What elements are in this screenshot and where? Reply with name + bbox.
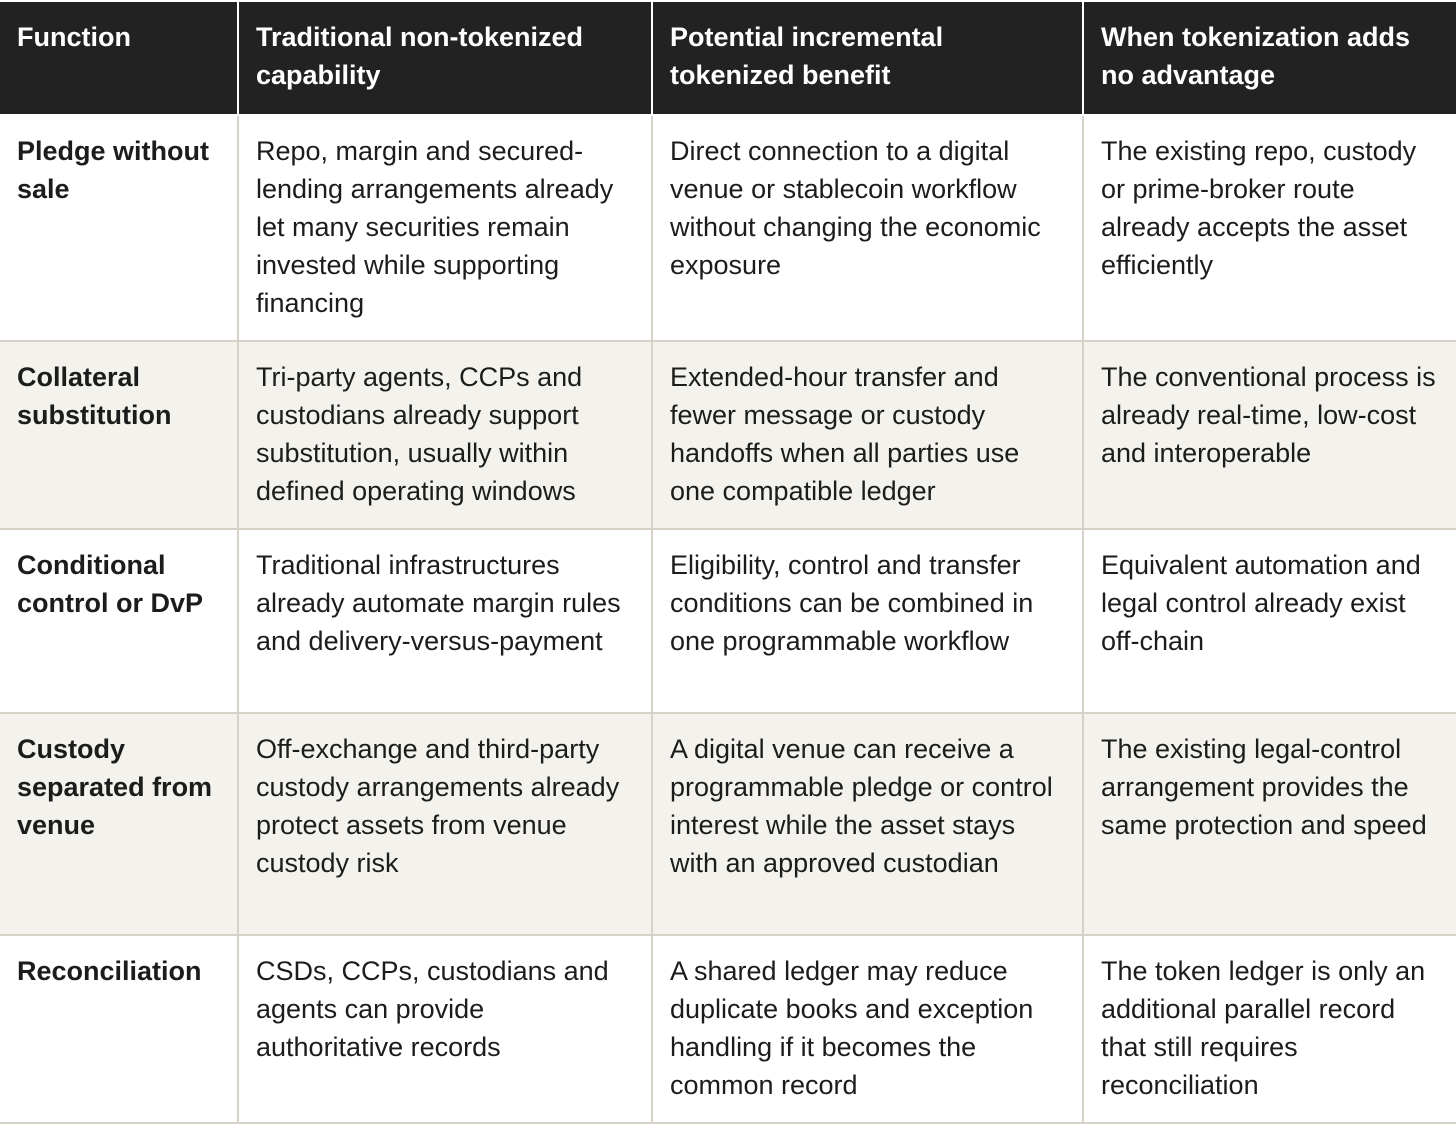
- table-row: [0, 341, 1456, 529]
- row-function-cell: Conditional control or DvP: [0, 529, 238, 713]
- row-traditional-cell: Off-exchange and third-party custody arrangements already protect assets from venue custody risk: [238, 713, 652, 935]
- row-no-advantage-cell: Equivalent automation and legal control already exist off-chain: [1083, 529, 1456, 713]
- row-no-advantage-cell: The token ledger is only an additional parallel record that still requires reconciliation: [1083, 935, 1456, 1123]
- row-function-cell: Custody separated from venue: [0, 713, 238, 935]
- table-row: [0, 115, 1456, 341]
- header-tokenized-benefit: Potential incremental tokenized benefit: [652, 1, 1083, 115]
- header-row: [0, 1, 1456, 115]
- row-traditional-cell: Repo, margin and secured-lending arrangements already let many securities remain invested while supporting financing: [238, 115, 652, 341]
- row-function-cell: Pledge without sale: [0, 115, 238, 341]
- row-benefit-cell: Eligibility, control and transfer conditions can be combined in one programmable workflow: [652, 529, 1083, 713]
- row-traditional-cell: Traditional infrastructures already automate margin rules and delivery-versus-payment: [238, 529, 652, 713]
- row-benefit-cell: Direct connection to a digital venue or stablecoin workflow without changing the economic exposure: [652, 115, 1083, 341]
- table-row: [0, 713, 1456, 935]
- row-traditional-cell: CSDs, CCPs, custodians and agents can provide authoritative records: [238, 935, 652, 1123]
- row-function-cell: Collateral substitution: [0, 341, 238, 529]
- row-no-advantage-cell: The existing repo, custody or prime-broker route already accepts the asset efficiently: [1083, 115, 1456, 341]
- row-function-cell: Reconciliation: [0, 935, 238, 1123]
- row-benefit-cell: Extended-hour transfer and fewer message or custody handoffs when all parties use one compatible ledger: [652, 341, 1083, 529]
- row-traditional-cell: Tri-party agents, CCPs and custodians already support substitution, usually within defined operating windows: [238, 341, 652, 529]
- header-no-advantage: When tokenization adds no advantage: [1083, 1, 1456, 115]
- table-row: [0, 529, 1456, 713]
- row-no-advantage-cell: The conventional process is already real-time, low-cost and interoperable: [1083, 341, 1456, 529]
- row-no-advantage-cell: The existing legal-control arrangement provides the same protection and speed: [1083, 713, 1456, 935]
- header-traditional-capability: Traditional non-tokenized capability: [238, 1, 652, 115]
- row-benefit-cell: A digital venue can receive a programmable pledge or control interest while the asset stays with an approved custodian: [652, 713, 1083, 935]
- row-benefit-cell: A shared ledger may reduce duplicate books and exception handling if it becomes the common record: [652, 935, 1083, 1123]
- header-function: Function: [0, 1, 238, 115]
- table-row: [0, 935, 1456, 1123]
